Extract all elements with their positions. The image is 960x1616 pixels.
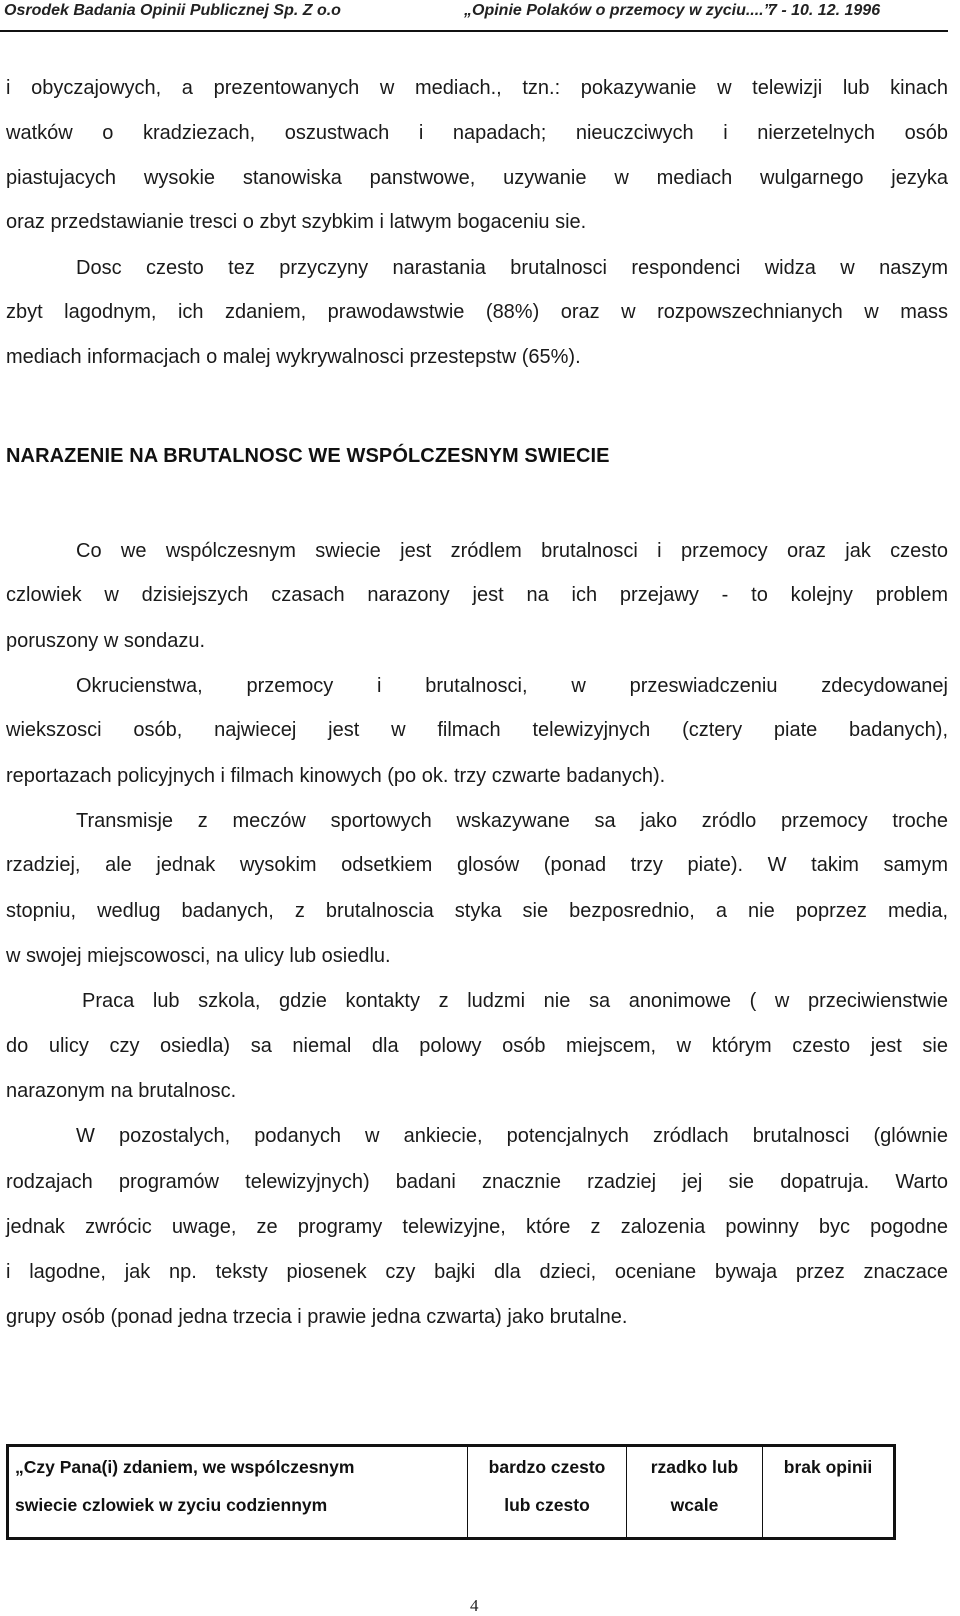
page-number: 4	[470, 1596, 479, 1615]
answer-label-line: wcale	[670, 1495, 719, 1515]
text-line: Praca lub szkola, gdzie kontakty z ludzmi nie sa anonimowe ( w przeciwienstwie	[82, 990, 948, 1012]
text-line: zbyt lagodnym, ich zdaniem, prawodawstwie (88%) oraz w rozpowszechnianych w mass	[6, 301, 948, 323]
answer-header-often	[468, 1446, 627, 1539]
question-table	[6, 1444, 896, 1540]
text-line: oraz przedstawianie tresci o zbyt szybkim i latwym bogaceniu sie.	[6, 211, 587, 233]
header-organization: Osrodek Badania Opinii Publicznej Sp. Z o.o	[4, 2, 341, 19]
text-line: rodzajach programów telewizyjnych) badani znacznie rzadziej jej sie dopatruja. Warto	[6, 1171, 948, 1193]
answer-header-rarely	[627, 1446, 763, 1539]
text-line: wiekszosci osób, najwiecej jest w filmach telewizyjnych (cztery piate badanych),	[6, 719, 948, 741]
text-line: jednak zwrócic uwage, ze programy telewizyjne, które z zalozenia powinny byc pogodne	[6, 1216, 948, 1238]
text-line: Co we wspólczesnym swiecie jest zródlem brutalnosci i przemocy oraz jak czesto	[76, 540, 948, 562]
question-line: „Czy Pana(i) zdaniem, we wspólczesnym	[15, 1457, 355, 1477]
text-line: i obyczajowych, a prezentowanych w mediach., tzn.: pokazywanie w telewizji lub kinach	[6, 77, 948, 99]
section-heading: NARAZENIE NA BRUTALNOSC WE WSPÓLCZESNYM SWIECIE	[6, 445, 610, 467]
text-line: Transmisje z meczów sportowych wskazywane sa jako zródlo przemocy troche	[76, 810, 948, 832]
text-line: piastujacych wysokie stanowiska panstwowe, uzywanie w mediach wulgarnego jezyka	[6, 167, 948, 189]
text-line: i lagodne, jak np. teksty piosenek czy bajki dla dzieci, oceniane bywaja przez znaczace	[6, 1261, 948, 1283]
text-line: grupy osób (ponad jedna trzecia i prawie jedna czwarta) jako brutalne.	[6, 1306, 628, 1328]
text-line: poruszony w sondazu.	[6, 630, 206, 652]
text-line: do ulicy czy osiedla) sa niemal dla polowy osób miejscem, w którym czesto jest sie	[6, 1035, 948, 1057]
text-line: narazonym na brutalnosc.	[6, 1080, 237, 1102]
answer-label-line: brak opinii	[783, 1457, 873, 1477]
text-line: czlowiek w dzisiejszych czasach narazony jest na ich przejawy - to kolejny problem	[6, 584, 948, 606]
question-cell	[8, 1446, 468, 1539]
text-line: w swojej miejscowosci, na ulicy lub osiedlu.	[6, 945, 391, 967]
text-line: Okrucienstwa, przemocy i brutalnosci, w przeswiadczeniu zdecydowanej	[76, 675, 948, 697]
text-line: rzadziej, ale jednak wysokim odsetkiem glosów (ponad trzy piate). W takim samym	[6, 854, 948, 876]
text-line: mediach informacjach o malej wykrywalnosci przestepstw (65%).	[6, 346, 581, 368]
text-line: stopniu, wedlug badanych, z brutalnoscia styka sie bezposrednio, a nie poprzez media,	[6, 900, 948, 922]
table-row	[8, 1446, 895, 1539]
answer-label-line: rzadko lub	[650, 1457, 739, 1477]
answer-label-line: lub czesto	[504, 1495, 590, 1515]
text-line: watków o kradziezach, oszustwach i napadach; nieuczciwych i nierzetelnych osób	[6, 122, 948, 144]
text-line: W pozostalych, podanych w ankiecie, potencjalnych zródlach brutalnosci (glównie	[76, 1125, 948, 1147]
answer-header-no-opinion	[763, 1446, 895, 1539]
header-report-title: „Opinie Polaków o przemocy w zyciu....”	[464, 2, 772, 19]
header-dates: 7 - 10. 12. 1996	[768, 2, 881, 19]
text-line: Dosc czesto tez przyczyny narastania brutalnosci respondenci widza w naszym	[76, 257, 948, 279]
text-line: reportazach policyjnych i filmach kinowych (po ok. trzy czwarte badanych).	[6, 765, 666, 787]
answer-label-line: bardzo czesto	[488, 1457, 606, 1477]
running-header	[0, 0, 948, 32]
question-line: swiecie czlowiek w zyciu codziennym	[15, 1495, 328, 1515]
